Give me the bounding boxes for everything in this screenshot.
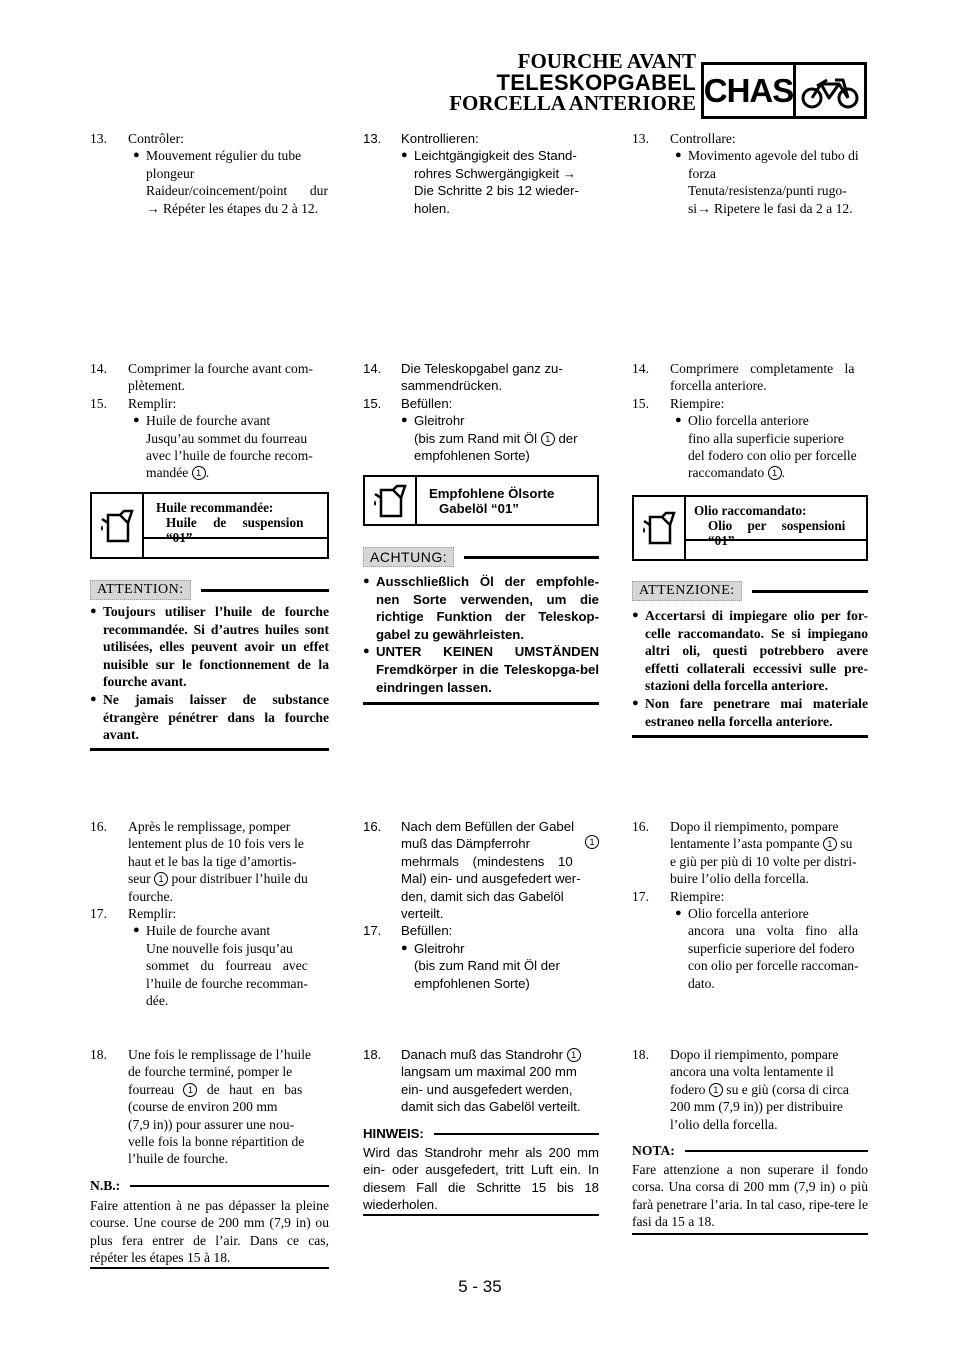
page-number: 5 - 35: [458, 1277, 502, 1296]
fr-note-heading: [90, 1178, 329, 1194]
de-step-17-item: [363, 940, 599, 957]
bullet-icon: ●: [401, 414, 408, 427]
caution-label: ATTENTION:: [90, 580, 191, 600]
it-step-17-item: [632, 905, 868, 922]
column-fr-18: [90, 1046, 328, 1168]
text-line: Non fare penetrare mai materiale estraneo nella forcella anteriore.: [645, 695, 868, 729]
de-step-17: [363, 922, 599, 939]
text-line: holen.: [414, 200, 450, 216]
text-line: Huile de suspension: [166, 515, 304, 530]
fr-step-15: [90, 395, 328, 412]
text-part: muß das Dämpferrohr: [401, 836, 530, 852]
de-step-15: [363, 395, 599, 412]
divider: [632, 735, 868, 738]
chas-label: CHAS: [704, 65, 796, 116]
oil-can-icon: [634, 497, 686, 559]
step-number: 18.: [363, 1047, 382, 1062]
column-it-16-17: [632, 818, 868, 992]
text-line: Gabelöl “01”: [439, 501, 519, 516]
text-line: Gleitrohr: [414, 940, 465, 956]
text-line: Accertarsi di impiegare olio per for-celle raccomandato. Se si impiegano altri oli, questi potrebbero avere effetti collaterali eccessivi sulle pre-stazioni della forcella anteriore.: [645, 608, 868, 694]
text-line: e giù per più di 10 volte per distri-: [670, 853, 857, 869]
text-part: Danach muß das Standrohr: [401, 1047, 563, 1062]
text-line: Une nouvelle fois jusqu’au: [146, 940, 293, 956]
text-line: Gleitrohr: [414, 413, 465, 429]
fr-note-text: Faire attention à ne pas dépasser la pleine course. Une course de 200 mm (7,9 in) ou plus fera entrer de l’air. Dans ce cas, répéter les étapes 15 à 18.: [90, 1198, 329, 1266]
caution-item: [632, 607, 868, 695]
ref-number-1: 1: [709, 1083, 723, 1097]
fr-recommended-oil-box: [90, 492, 329, 559]
text-part: der: [558, 430, 578, 446]
divider: [142, 537, 327, 539]
divider: [632, 1233, 868, 1235]
fr-step-15-item: [90, 412, 328, 429]
text-line: Huile de fourche avant: [146, 923, 271, 939]
fr-step-18: [90, 1046, 328, 1168]
text-line: [128, 870, 328, 887]
column-fr: [90, 130, 328, 217]
text-part: fourreau: [128, 1081, 175, 1097]
text-line: raccomandato 1 .: [688, 465, 786, 481]
it-step-17: [632, 888, 868, 905]
de-step-13-item: [363, 147, 599, 164]
divider: [434, 1133, 599, 1135]
fr-step-17: [90, 905, 328, 922]
step-title: Riempire:: [670, 395, 725, 411]
caution-label: ACHTUNG:: [363, 547, 454, 567]
divider: [752, 590, 868, 593]
text-line: ancora una volta lentamente il: [670, 1064, 834, 1080]
text-line: Olio forcella anteriore: [688, 906, 809, 922]
text-line: mandée 1 .: [146, 465, 210, 481]
text-line: l’olio della forcella.: [670, 1116, 778, 1132]
text-line: lentement plus de 10 fois vers le: [128, 836, 304, 852]
text-line: empfohlenen Sorte): [414, 448, 530, 464]
text-line: plètement.: [128, 378, 185, 394]
text-line: avec l’huile de fourche recom-: [146, 448, 313, 464]
de-step-14: [363, 360, 599, 395]
it-note-heading: [632, 1143, 868, 1159]
text-line: verteilt.: [401, 906, 444, 922]
text-part: mandée: [146, 465, 189, 481]
text-line: con olio per forcelle raccoman-: [688, 958, 859, 974]
step-number: 14.: [90, 361, 107, 376]
it-caution-body: [632, 607, 868, 730]
text-line: Jusqu’au sommet du fourreau: [146, 430, 308, 446]
text-line: fino alla superficie superiore: [688, 430, 844, 446]
header-title-fr: FOURCHE AVANT: [517, 49, 696, 73]
text-line: si→ Ripetere le fasi da 2 a 12.: [688, 200, 853, 216]
step-title: Befüllen:: [401, 395, 453, 411]
step-number: 16.: [90, 819, 107, 834]
text-part: (bis zum Rand mit Öl: [414, 430, 538, 446]
ref-number-1: 1: [192, 466, 206, 480]
text-line: rohres Schwergängigkeit →: [414, 165, 576, 181]
bullet-icon: ●: [632, 609, 639, 621]
text-line: fourche.: [128, 888, 173, 904]
column-de-16-17: [363, 818, 599, 992]
text-line: Empfohlene Ölsorte: [429, 486, 555, 501]
it-step-13-item: [632, 147, 868, 164]
fr-step-14: [90, 360, 328, 395]
text-line: → Répéter les étapes du 2 à 12.: [146, 200, 319, 216]
de-step-16: [363, 818, 599, 922]
text-line: (bis zum Rand mit Öl der: [414, 958, 560, 974]
step-title: Befüllen:: [401, 923, 453, 939]
text-line: langsam um maximal 200 mm: [401, 1064, 577, 1080]
ref-number-1: 1: [541, 432, 555, 446]
fr-step-17-item: [90, 922, 328, 939]
de-recommended-oil-box: [363, 475, 599, 526]
ref-number-1: 1: [585, 835, 599, 849]
text-line: Mal) ein- und ausgefedert wer-: [401, 871, 581, 887]
text-line: sammendrücken.: [401, 378, 503, 394]
step-number: 14.: [363, 361, 382, 376]
text-line: dato.: [688, 975, 715, 991]
text-line: (course de environ 200 mm: [128, 1099, 278, 1115]
text-line: [401, 835, 599, 852]
de-step-18: [363, 1046, 599, 1116]
bullet-icon: ●: [675, 907, 682, 920]
bullet-icon: ●: [133, 149, 140, 162]
text-line: Après le remplissage, pomper: [128, 819, 291, 834]
motorcycle-icon: [796, 65, 864, 116]
column-fr-16-17: [90, 818, 328, 1009]
text-line: dée.: [146, 993, 169, 1009]
ref-number-1: 1: [154, 872, 168, 886]
bullet-icon: ●: [90, 605, 97, 617]
text-line: Tenuta/resistenza/punti rugo-: [688, 183, 847, 199]
bullet-icon: ●: [675, 149, 682, 162]
step-number: 17.: [90, 906, 107, 922]
text-line: Ne jamais laisser de substance étrangère pénétrer dans la fourche avant.: [103, 691, 329, 743]
text-line: [401, 1046, 599, 1063]
text-line: Huile de fourche avant: [146, 413, 271, 429]
note-label: N.B.:: [90, 1178, 121, 1193]
text-line: Olio raccomandato:: [694, 503, 807, 518]
step-number: 15.: [363, 395, 382, 411]
de-note-heading: [363, 1126, 599, 1141]
it-step-15-item: [632, 412, 868, 429]
divider: [90, 748, 329, 751]
text-line: Nach dem Befüllen der Gabel: [401, 819, 575, 834]
divider: [464, 556, 599, 559]
text-line: Dopo il riempimento, pompare: [670, 819, 839, 834]
it-step-13: [632, 130, 868, 147]
text-line: plongeur: [146, 165, 195, 181]
column-de-18: [363, 1046, 599, 1116]
de-step-13: [363, 130, 599, 147]
text-part: fodero: [670, 1081, 706, 1097]
bullet-icon: ●: [90, 692, 97, 705]
it-step-16: [632, 818, 868, 888]
step-title: Controllare:: [670, 131, 736, 146]
text-line: (7,9 in)) pour assurer une nou-: [128, 1116, 295, 1132]
step-number: 13.: [90, 131, 107, 146]
text-line: [670, 1081, 868, 1098]
step-number: 18.: [632, 1047, 649, 1062]
text-line: ein- und ausgefedert werden,: [401, 1081, 573, 1097]
text-line: ancora una volta fino alla: [688, 923, 859, 939]
oil-can-icon: [365, 477, 417, 524]
step-title: Kontrollieren:: [401, 131, 479, 146]
fr-step-16: [90, 818, 328, 905]
divider: [201, 589, 329, 592]
caution-label: ATTENZIONE:: [632, 581, 742, 601]
text-part: lentamente l’asta pompante: [670, 836, 820, 852]
step-title: Remplir:: [128, 395, 177, 411]
divider: [363, 702, 599, 705]
text-part: su e giù (corsa di circa: [726, 1081, 849, 1097]
text-line: Comprimere completamente la: [670, 361, 855, 376]
text-line: Huile recommandée:: [156, 500, 274, 515]
column-it: [632, 130, 868, 217]
chas-badge: [701, 62, 867, 119]
text-part: raccomandato: [688, 465, 765, 481]
text-line: den, damit sich das Gabelöl: [401, 888, 564, 904]
text-line: de fourche terminé, pomper le: [128, 1064, 293, 1080]
note-label: NOTA:: [632, 1143, 675, 1158]
text-line: del fodero con olio per forcelle: [688, 448, 857, 464]
ref-number-1: 1: [567, 1048, 581, 1062]
caution-item: [90, 691, 329, 744]
bullet-icon: ●: [363, 575, 370, 587]
step-title: Riempire:: [670, 888, 725, 904]
text-line: Die Teleskopgabel ganz zu-: [401, 361, 563, 376]
bullet-icon: ●: [133, 414, 140, 427]
step-number: 17.: [632, 888, 649, 904]
text-line: forza: [688, 165, 716, 181]
de-note-text: Wird das Standrohr mehr als 200 mm ein- oder ausgefedert, tritt Luft ein. In diesem Fall die Schritte 15 bis 18 wiederholen.: [363, 1145, 599, 1213]
text-line: “01”: [708, 533, 735, 548]
text-line: haut et le bas la tige d’amortis-: [128, 853, 297, 869]
divider: [90, 1267, 329, 1269]
text-part: su: [840, 836, 853, 852]
it-caution-heading: [632, 581, 868, 601]
fr-step-13-item: [90, 147, 328, 164]
bullet-icon: ●: [675, 414, 682, 427]
de-oil-text: [429, 486, 554, 516]
text-line: velle fois la bonne répartition de: [128, 1134, 305, 1150]
divider: [363, 1214, 599, 1216]
bullet-icon: ●: [632, 696, 639, 709]
step-title: Contrôler:: [128, 131, 184, 146]
caution-item: [363, 643, 599, 696]
caution-item: [363, 573, 599, 643]
text-line: Comprimer la fourche avant com-: [128, 361, 313, 376]
step-number: 16.: [363, 819, 382, 834]
step-number: 16.: [632, 819, 649, 834]
text-line: damit sich das Gabelöl verteilt.: [401, 1099, 581, 1115]
text-line: superficie superiore del fodero: [688, 940, 855, 956]
ref-number-1: 1: [823, 837, 837, 851]
de-caution-heading: [363, 547, 599, 567]
text-line: Toujours utiliser l’huile de fourche recommandée. Si d’autres huiles sont utilisées, elles peuvent avoir un effet nuisible sur le fonctionnement de la fourche avant.: [103, 604, 329, 690]
step-number: 15.: [632, 395, 649, 411]
step-number: 14.: [632, 361, 649, 376]
it-oil-text: [694, 503, 845, 548]
de-caution-body: [363, 573, 599, 696]
text-line: buire l’olio della forcella.: [670, 871, 809, 887]
fr-caution-heading: [90, 580, 329, 600]
step-number: 15.: [90, 395, 107, 411]
step-number: 13.: [632, 131, 649, 146]
text-line: UNTER KEINEN UMSTÄNDEN Fremdkörper in die Teleskopga-bel eindringen lassen.: [376, 644, 599, 695]
column-it-14-15: [632, 360, 868, 482]
it-step-15: [632, 395, 868, 412]
text-line: Die Schritte 2 bis 12 wieder-: [414, 183, 579, 199]
column-it-18: [632, 1046, 868, 1133]
it-step-18: [632, 1046, 868, 1133]
text-line: Mouvement régulier du tube: [146, 148, 302, 164]
header-title-it: FORCELLA ANTERIORE: [449, 91, 696, 115]
text-line: Ausschließlich Öl der empfohle-nen Sorte verwenden, um die richtige Funktion der Teleskop-gabel zu gewährleisten.: [376, 574, 599, 642]
text-line: l’huile de fourche recomman-: [146, 975, 308, 991]
text-part: seur: [128, 871, 151, 887]
text-line: Olio forcella anteriore: [688, 413, 809, 429]
header-title-de: TELESKOPGABEL: [496, 70, 696, 95]
bullet-icon: ●: [363, 645, 370, 658]
divider: [684, 539, 866, 541]
de-step-15-item: [363, 412, 599, 429]
column-fr-14-15: [90, 360, 328, 482]
caution-item: [632, 695, 868, 730]
step-number: 13.: [363, 131, 382, 146]
text-line: mehrmals (mindestens 10: [401, 853, 573, 869]
text-line: l’huile de fourche.: [128, 1151, 229, 1167]
text-line: [128, 1081, 328, 1098]
it-step-14: [632, 360, 868, 395]
fr-caution-body: [90, 603, 329, 744]
ref-number-1: 1: [183, 1083, 197, 1097]
bullet-icon: ●: [401, 149, 408, 162]
text-line: Raideur/coincement/point dur: [146, 183, 328, 199]
text-line: sommet du fourreau avec: [146, 958, 308, 974]
text-line: [670, 835, 868, 852]
text-line: Leichtgängigkeit des Stand-: [414, 148, 577, 164]
text-line: [363, 430, 599, 447]
text-line: Dopo il riempimento, pompare: [670, 1047, 839, 1062]
text-line: Olio per sospensioni: [708, 518, 846, 533]
step-title: Remplir:: [128, 906, 177, 922]
ref-number-1: 1: [768, 466, 782, 480]
step-number: 18.: [90, 1047, 107, 1062]
column-de-14-15: [363, 360, 599, 464]
divider: [685, 1150, 868, 1152]
text-line: “01”: [166, 530, 193, 545]
text-line: Movimento agevole del tubo di: [688, 148, 859, 164]
text-part: de haut en bas: [206, 1081, 303, 1097]
text-line: forcella anteriore.: [670, 378, 767, 394]
fr-step-13: [90, 130, 328, 147]
note-label: HINWEIS:: [363, 1126, 424, 1141]
column-de: [363, 130, 599, 217]
caution-item: [90, 603, 329, 691]
it-note-text: Fare attenzione a non superare il fondo corsa. Una corsa di 200 mm (7,9 in) o più farà penetrare l’aria. In tal caso, ripe-tere le fasi da 15 a 18.: [632, 1162, 868, 1230]
divider: [130, 1185, 329, 1187]
it-recommended-oil-box: [632, 495, 868, 561]
bullet-icon: ●: [401, 941, 408, 954]
bullet-icon: ●: [133, 924, 140, 937]
text-line: 200 mm (7,9 in)) per distribuire: [670, 1099, 843, 1115]
text-part: pour distribuer l’huile du: [171, 871, 308, 887]
oil-can-icon: [92, 494, 144, 557]
text-line: Une fois le remplissage de l’huile: [128, 1047, 312, 1062]
step-number: 17.: [363, 923, 382, 939]
text-line: empfohlenen Sorte): [414, 975, 530, 991]
